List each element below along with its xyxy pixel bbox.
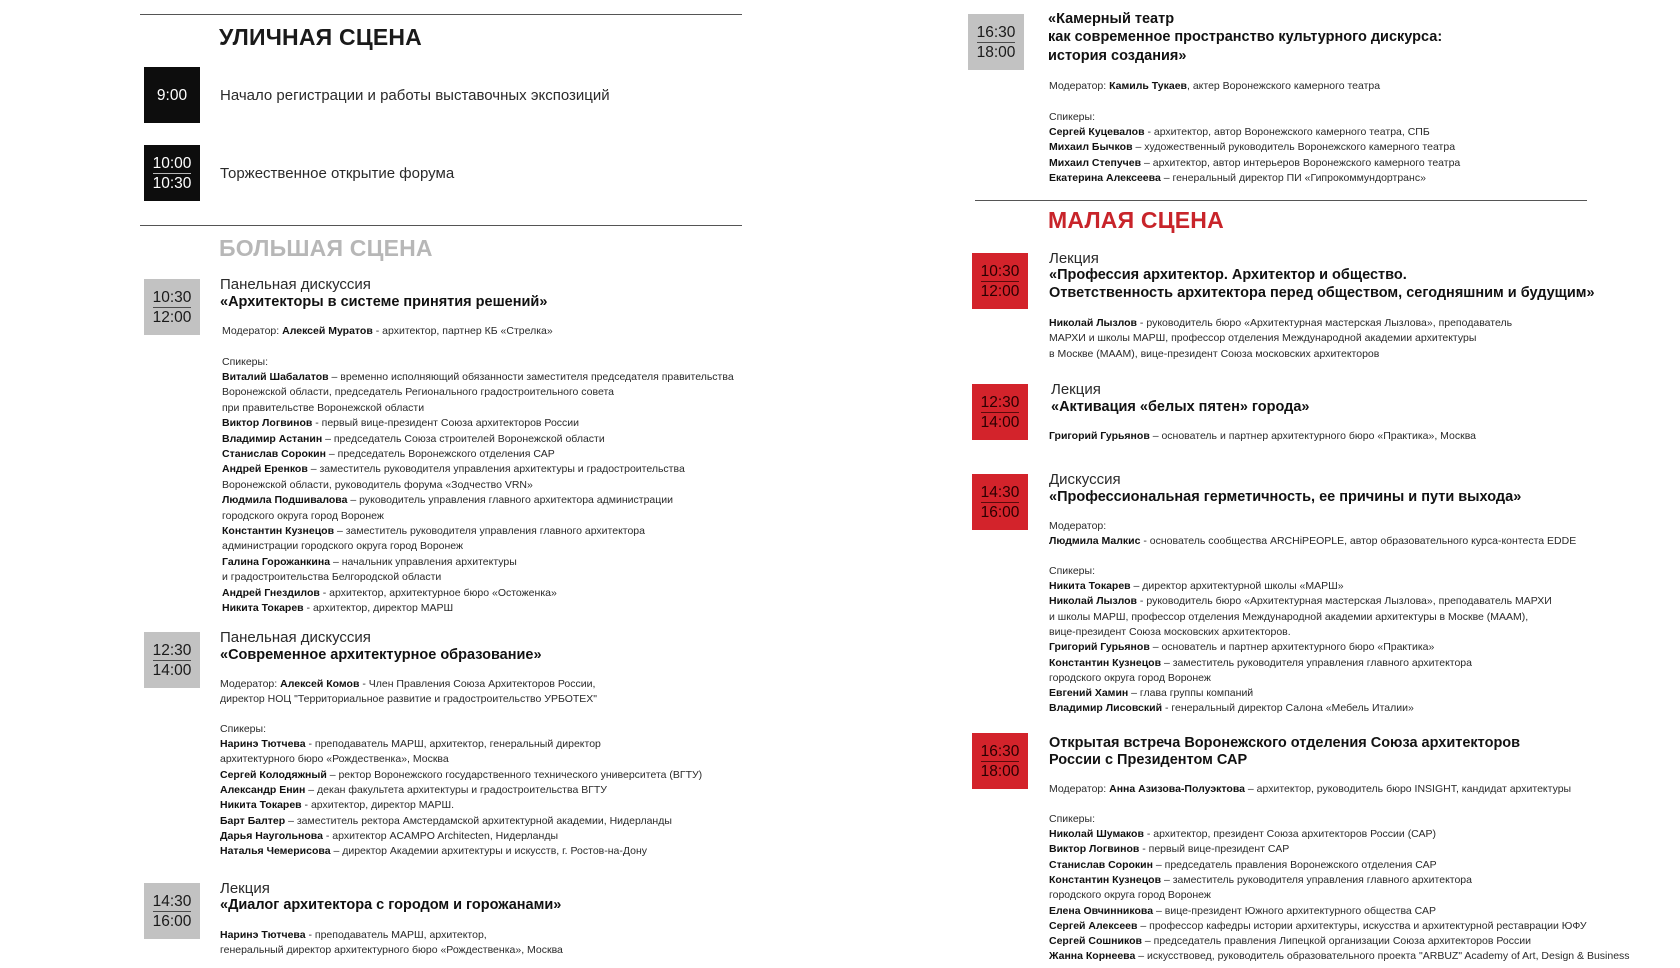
speaker-line [1049,641,1434,653]
speaker-line [1049,874,1472,886]
time-box [968,14,1024,70]
time-end: 14:00 [152,661,192,679]
speaker-desc: - руководитель бюро «Архитектурная мастерская Лызлова», преподаватель [1137,317,1513,329]
speaker-desc: – временно исполняющий обязанности заместителя председателя правительства [328,371,734,383]
speaker-line [1049,430,1476,442]
speaker-desc: генеральный директор архитектурного бюро «Рождественка», Москва [220,944,563,957]
speaker-desc: - преподаватель МАРШ, архитектор, [305,929,487,941]
speaker-desc: МАРХИ и школы МАРШ, профессор отделения Международной академии архитектуры [1049,332,1477,345]
speaker-desc: Воронежской области, руководитель форума «Зодчество VRN» [222,478,533,491]
speaker-desc: при правительстве Воронежской области [222,401,425,414]
time-start: 12:30 [980,393,1020,411]
speaker-desc: – основатель и партнер архитектурного бюро «Практика» [1149,641,1435,654]
speaker-desc: - первый вице-президент Союза архитекторов России [312,417,580,430]
speaker-desc: – директор архитектурной школы «МАРШ» [1130,580,1344,592]
speaker-name: Сергей Алексеев [1049,919,1138,932]
speaker-line [1049,157,1460,169]
session-title-line: Открытая встреча Воронежского отделения Союза архитекторов [1049,735,1521,751]
time-end: 12:00 [152,308,192,326]
time-start: 10:00 [152,154,192,172]
speaker-desc: – генеральный директор ПИ «Гипрокоммундортранс» [1160,171,1426,184]
speaker-line [220,944,563,956]
time-box [144,145,200,201]
time-start: 16:30 [980,742,1020,760]
speaker-line [222,417,579,429]
speaker-desc: – заместитель руководителя управления главного архитектора [1161,656,1472,669]
speaker-desc: городского округа город Воронеж [222,509,384,522]
session-title-line: «Профессиональная герметичность, ее причины и пути выхода» [1049,489,1522,505]
speaker-line [1049,657,1472,669]
time-box [972,733,1028,789]
speaker-name: Никита Токарев [222,602,304,614]
speaker-desc: - преподаватель МАРШ, архитектор, генеральный директор [305,738,601,750]
session-type: Лекция [220,880,270,897]
time-box [144,279,200,335]
speaker-line [220,929,487,941]
session-type: Лекция [1049,250,1099,267]
speaker-line [220,753,449,765]
session-title-line: России с Президентом САР [1049,752,1248,768]
time-box [972,253,1028,309]
speaker-line [220,784,607,796]
speaker-line [220,815,672,827]
speaker-desc: – председатель Союза строителей Воронежской области [322,432,605,445]
speaker-desc: - первый вице-президент САР [1139,843,1290,856]
speaker-line [1049,332,1476,344]
speaker-desc: – художественный руководитель Воронежского камерного театра [1132,141,1456,154]
speaker-line [222,433,605,445]
speaker-name: Екатерина Алексеева [1049,171,1161,184]
stage-title-ulichnaya: УЛИЧНАЯ СЦЕНА [219,24,422,50]
speaker-desc: архитектурного бюро «Рождественка», Москва [220,753,449,766]
speaker-line [222,571,441,583]
speaker-line [222,510,384,522]
speaker-desc: Воронежской области, председатель Регионального градостроительного совета [222,386,614,399]
speaker-line [220,845,647,857]
speaker-line [222,463,685,475]
session-type: Дискуссия [1049,471,1121,488]
speaker-desc: и школы МАРШ, профессор отделения Международной академии архитектуры в Москве (МААМ), [1049,610,1529,623]
speaker-line [1049,126,1430,138]
speaker-desc: – глава группы компаний [1128,687,1254,700]
speaker-name: Наталья Чемерисова [220,845,331,858]
speaker-line [222,386,614,398]
session-title-line: история создания» [1048,48,1187,64]
speaker-line [1049,905,1436,917]
speaker-desc: - генеральный директор Салона «Мебель Италии» [1162,702,1414,715]
time-end: 16:00 [980,503,1020,521]
speaker-name: Людмила Подшивалова [222,494,348,507]
speaker-name: Станислав Сорокин [222,448,326,460]
speaker-desc: – заместитель руководителя управления главного архитектора [1161,873,1472,886]
speaker-desc: - архитектор, архитектурное бюро «Остоженка» [319,586,557,599]
speaker-desc: – заместитель ректора Амстердамской архитектурной академии, Нидерланды [285,814,672,827]
speaker-desc: – архитектор, автор интерьеров Воронежского камерного театра [1141,156,1461,169]
speaker-desc: - архитектор ACAMPO Architecten, Нидерланды [322,829,558,842]
speaker-line [1049,348,1379,360]
speaker-line [222,540,463,552]
speaker-desc: - архитектор, директор МАРШ [303,602,454,614]
speaker-line [1049,889,1211,901]
time-start: 14:30 [980,483,1020,501]
speaker-name: Александр Енин [220,783,306,796]
stage-title-bolshaya: БОЛЬШАЯ СЦЕНА [219,235,433,261]
speaker-desc: - архитектор, директор МАРШ. [301,799,455,812]
speaker-name: Григорий Гурьянов [1049,641,1150,654]
speaker-line [1049,626,1291,638]
speaker-line [222,602,453,614]
speaker-name: Николай Лызлов [1049,317,1138,329]
time-end: 18:00 [980,762,1020,780]
speaker-desc: - архитектор, президент Союза архитекторов России (САР) [1143,828,1437,840]
time-box [144,67,200,123]
speaker-desc: – ректор Воронежского государственного технического университета (ВГТУ) [326,768,703,781]
speaker-line [222,587,557,599]
speaker-line [222,556,517,568]
speaker-name: Сергей Куцевалов [1049,126,1145,138]
time-box [144,883,200,939]
speaker-line [220,738,601,750]
speaker-line [222,479,533,491]
session-title: «Современное архитектурное образование» [220,647,542,663]
speakers-label: Спикеры: [220,723,266,735]
speaker-line [1049,595,1552,607]
speaker-name: Никита Токарев [220,799,302,812]
speaker-line [1049,317,1512,329]
speaker-desc: в Москве (МААМ), вице-президент Союза московских архитекторов [1049,347,1380,360]
speaker-name: Владимир Астанин [222,432,323,445]
speaker-desc: – руководитель управления главного архитектора администрации [347,494,673,507]
speaker-desc: - руководитель бюро «Архитектурная мастерская Лызлова», преподаватель МАРХИ [1137,595,1552,608]
time-end: 16:00 [152,912,192,930]
speaker-line [1049,672,1211,684]
speaker-desc: – вице-президент Южного архитектурного общества САР [1153,904,1437,917]
time-box [972,474,1028,530]
speaker-name: Елена Овчинникова [1049,904,1154,917]
time-start: 10:30 [980,262,1020,280]
speaker-name: Виктор Логвинов [1049,843,1140,856]
speaker-name: Виктор Логвинов [222,417,313,430]
speaker-line [1049,828,1436,840]
time-box [972,384,1028,440]
time-end: 14:00 [980,413,1020,431]
session-type: Лекция [1051,381,1101,398]
moderator-line: Модератор: Алексей Муратов - архитектор, партнер КБ «Стрелка» [222,325,553,337]
speaker-name: Наринэ Тютчева [220,738,306,750]
speaker-line [1049,580,1344,592]
speaker-name: Григорий Гурьянов [1049,430,1150,442]
time-start: 14:30 [152,892,192,910]
speaker-desc: администрации городского округа город Воронеж [222,540,464,553]
speakers-label: Спикеры: [1049,565,1095,577]
speakers-label: Спикеры: [1049,111,1095,123]
time-end: 18:00 [976,43,1016,61]
speaker-name: Евгений Хамин [1049,687,1129,700]
speaker-name: Михаил Бычков [1049,141,1133,154]
time-start: 12:30 [152,641,192,659]
speaker-name: Наринэ Тютчева [220,929,306,941]
time-start: 9:00 [156,86,188,104]
session-title-line: «Профессия архитектор. Архитектор и общество. [1049,267,1407,283]
moderator-line: Модератор: Анна Азизова-Полуэктова – архитектор, руководитель бюро INSIGHT, кандидат архитектуры [1049,783,1572,795]
speaker-line [1049,843,1289,855]
speaker-line [1049,859,1437,871]
speaker-name: Барт Балтер [220,814,286,827]
speaker-name: Константин Кузнецов [1049,656,1162,669]
speaker-name: Константин Кузнецов [1049,873,1162,886]
time-start: 16:30 [976,23,1016,41]
session-type: Панельная дискуссия [220,276,371,293]
speaker-line [222,525,645,537]
time-box [144,632,200,688]
time-end: 12:00 [980,282,1020,300]
moderator-line: Людмила Малкис - основатель сообщества ARCHiPEOPLE, автор образовательного курса-контеста EDDE [1049,535,1577,547]
speaker-line [1049,950,1630,962]
speaker-name: Владимир Лисовский [1049,702,1163,715]
speaker-name: Галина Горожанкина [222,555,331,568]
speaker-line [1049,920,1587,932]
speaker-line [222,448,555,460]
speaker-line [220,769,702,781]
speaker-desc: – заместитель руководителя управления архитектуры и градостроительства [307,463,685,476]
speaker-line [220,830,558,842]
moderator-line: Модератор: Алексей Комов - Член Правления Союза Архитекторов России, [220,678,596,690]
speaker-desc: – начальник управления архитектуры [330,555,517,568]
speaker-desc: и градостроительства Белгородской области [222,571,442,584]
speaker-line [220,799,454,811]
session-type: Панельная дискуссия [220,629,371,646]
speaker-line [1049,141,1455,153]
speaker-line [1049,935,1531,947]
moderator-line-2: директор НОЦ "Территориальное развитие и градостроительство УРБОТЕХ" [220,693,598,705]
moderator-label: Модератор: [1049,520,1107,532]
session-title: «Архитекторы в системе принятия решений» [220,294,548,310]
speaker-name: Виталий Шабалатов [222,371,329,383]
speaker-name: Сергей Колодяжный [220,768,327,781]
speaker-desc: – основатель и партнер архитектурного бюро «Практика», Москва [1149,430,1477,442]
speaker-name: Андрей Гнездилов [222,586,320,599]
speaker-desc: – председатель Воронежского отделения САР [325,448,555,460]
session-title-line: «Активация «белых пятен» города» [1051,399,1310,415]
speaker-desc: вице-президент Союза московских архитекторов. [1049,625,1291,638]
speaker-desc: городского округа город Воронеж [1049,671,1211,684]
session-title-line: «Камерный театр [1048,11,1175,27]
speaker-desc: – председатель правления Липецкой организации Союза архитекторов России [1141,935,1531,948]
speakers-label: Спикеры: [1049,813,1095,825]
speakers-label: Спикеры: [222,356,268,368]
schedule-item-text: Начало регистрации и работы выставочных экспозиций [220,87,610,104]
speaker-line [1049,172,1426,184]
speaker-desc: – профессор кафедры истории архитектуры, искусства и архитектурной реставрации ЮФУ [1137,919,1587,932]
speaker-name: Жанна Корнеева [1049,950,1136,963]
speaker-desc: – заместитель руководителя управления главного архитектора [334,525,645,537]
session-title-line: Ответственность архитектора перед обществом, сегодняшним и будущим» [1049,285,1595,301]
session-title: «Диалог архитектора с городом и горожанами» [220,897,562,913]
session-title-line: как современное пространство культурного дискурса: [1048,29,1443,45]
speaker-line [1049,687,1253,699]
speaker-desc: городского округа город Воронеж [1049,889,1211,902]
speaker-name: Андрей Еренков [222,463,308,476]
speaker-name: Михаил Степучев [1049,156,1142,169]
divider [975,200,1587,201]
speaker-line [1049,611,1528,623]
speaker-desc: – председатель правления Воронежского отделения САР [1152,858,1437,871]
divider [140,225,742,226]
schedule-item-text: Торжественное открытие форума [220,165,455,182]
speaker-desc: – искусствовед, руководитель образовательного проекта "ARBUZ" Academy of Art, Design & Business [1135,950,1630,963]
speaker-name: Станислав Сорокин [1049,858,1153,871]
speaker-line [1049,702,1414,714]
time-start: 10:30 [152,288,192,306]
speaker-name: Константин Кузнецов [222,525,335,537]
divider [140,14,742,15]
speaker-desc: – декан факультета архитектуры и градостроительства ВГТУ [305,783,607,796]
speaker-desc: - архитектор, автор Воронежского камерного театра, СПБ [1144,126,1430,138]
stage-title-malaya: МАЛАЯ СЦЕНА [1048,207,1224,233]
time-end: 10:30 [152,174,192,192]
speaker-name: Дарья Наугольнова [220,829,323,842]
speaker-name: Николай Лызлов [1049,595,1138,608]
moderator-line: Модератор: Камиль Тукаев, актер Воронежского камерного театра [1049,80,1381,92]
speaker-line [222,494,673,506]
speaker-name: Сергей Сошников [1049,935,1142,948]
speaker-name: Никита Токарев [1049,580,1131,592]
speaker-line [222,402,424,414]
speaker-line [222,371,734,383]
speaker-name: Николай Шумаков [1049,828,1144,840]
speaker-desc: – директор Академии архитектуры и искусств, г. Ростов-на-Дону [330,845,648,858]
